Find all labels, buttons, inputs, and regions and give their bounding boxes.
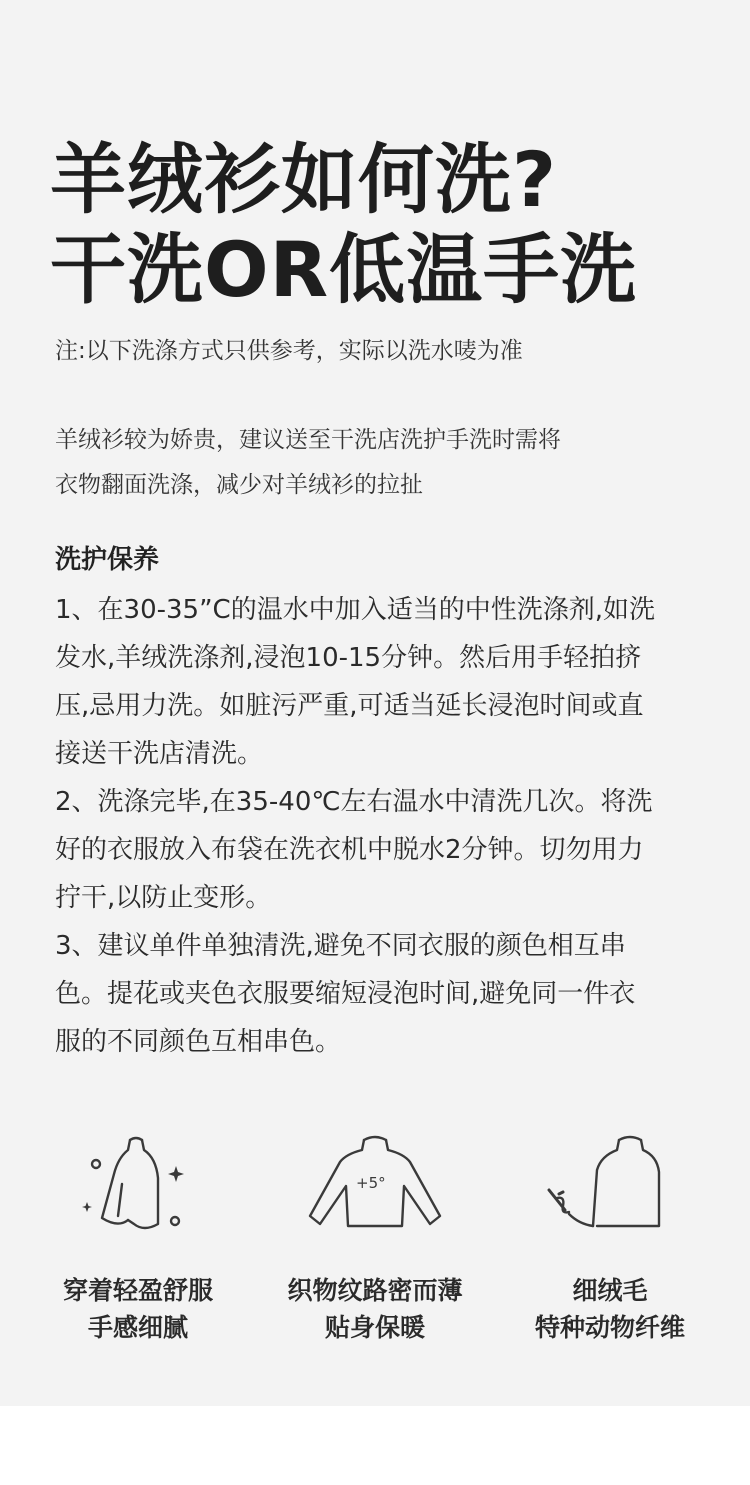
care-line: 2、洗涤完毕,在35-40℃左右温水中清洗几次。将洗 xyxy=(55,787,653,817)
care-line: 3、建议单件单独清洗,避免不同衣服的颜色相互串 xyxy=(55,931,626,961)
feature-lightweight xyxy=(18,1128,258,1346)
intro-line: 衣物翻面洗涤，减少对羊绒衫的拉扯 xyxy=(55,472,423,498)
sweater-sparkle-icon xyxy=(78,1128,198,1238)
care-instructions xyxy=(55,586,695,1066)
feature-label: 细绒毛 特种动物纤维 xyxy=(534,1276,685,1342)
intro-line: 羊绒衫较为娇贵，建议送至干洗店洗护手洗时需将 xyxy=(55,427,561,453)
care-line: 拧干,以防止变形。 xyxy=(55,883,272,913)
disclaimer-note: 注:以下洗涤方式只供参考，实际以洗水唛为准 xyxy=(55,338,523,364)
feature-fine-fiber xyxy=(490,1128,730,1346)
care-line: 接送干洗店清洗。 xyxy=(55,739,264,769)
care-line: 好的衣服放入布袋在洗衣机中脱水2分钟。切勿用力 xyxy=(55,835,644,865)
care-line: 压,忌用力洗。如脏污严重,可适当延长浸泡时间或直 xyxy=(55,691,644,721)
intro-paragraph xyxy=(55,418,561,508)
sweater-temperature-icon xyxy=(300,1128,450,1238)
care-line: 服的不同颜色互相串色。 xyxy=(55,1027,342,1057)
care-line: 发水,羊绒洗涤剂,浸泡10-15分钟。然后用手轻拍挤 xyxy=(55,643,642,673)
feature-label: 织物纹路密而薄 贴身保暖 xyxy=(287,1276,463,1342)
feature-label: 穿着轻盈舒服 手感细腻 xyxy=(62,1276,213,1342)
care-line: 1、在30-35”C的温水中加入适当的中性洗涤剂,如洗 xyxy=(55,595,655,625)
feature-warmth xyxy=(255,1128,495,1346)
sweater-needle-icon xyxy=(535,1128,685,1238)
svg-text:+5°: +5° xyxy=(356,1174,386,1192)
page-title-line2: 干洗OR低温手洗 xyxy=(50,225,638,314)
care-line: 色。提花或夹色衣服要缩短浸泡时间,避免同一件衣 xyxy=(55,979,636,1009)
page-title-line1: 羊绒衫如何洗? xyxy=(50,135,558,224)
care-heading: 洗护保养 xyxy=(55,545,160,575)
